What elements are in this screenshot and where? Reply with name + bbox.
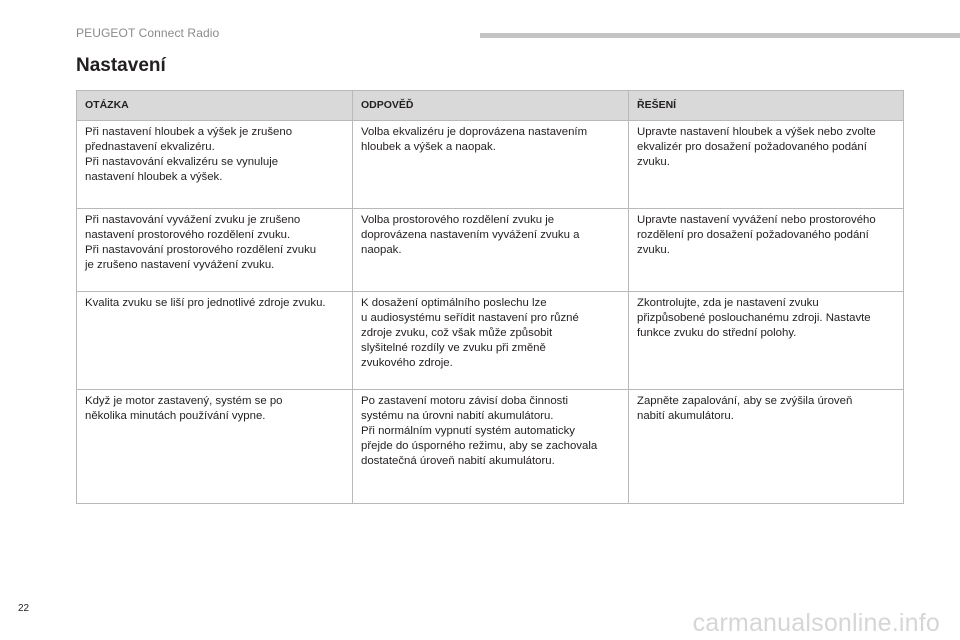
solution-cell: Zkontrolujte, zda je nastavení zvuku přizpůsobené poslouchanému zdroji. Nastavte funkce zvuku do střední polohy.: [629, 292, 904, 390]
table-row: [77, 292, 904, 390]
table-row: [77, 390, 904, 504]
faq-table: [76, 90, 904, 504]
answer-cell: Volba ekvalizéru je doprovázena nastavením hloubek a výšek a naopak.: [353, 121, 629, 209]
watermark-text: carmanualsonline.info: [692, 609, 940, 637]
column-header-question: OTÁZKA: [77, 91, 353, 121]
solution-cell: Zapněte zapalování, aby se zvýšila úroveň nabití akumulátoru.: [629, 390, 904, 504]
page-number: 22: [18, 603, 30, 614]
solution-cell: Upravte nastavení hloubek a výšek nebo zvolte ekvalizér pro dosažení požadovaného podání zvuku.: [629, 121, 904, 209]
header-rule: [480, 33, 960, 38]
answer-cell: Volba prostorového rozdělení zvuku je doprovázena nastavením vyvážení zvuku a naopak.: [353, 209, 629, 292]
question-cell: Při nastavování vyvážení zvuku je zrušeno nastavení prostorového rozdělení zvuku. Při nastavování prostorového rozdělení zvuku je zrušeno nastavení vyvážení zvuku.: [77, 209, 353, 292]
answer-cell: Po zastavení motoru závisí doba činnosti systému na úrovni nabití akumulátoru. Při normálním vypnutí systém automaticky přejde do úsporného režimu, aby se zachovala dostatečná úroveň nabití akumulátoru.: [353, 390, 629, 504]
table-row: [77, 209, 904, 292]
answer-cell: K dosažení optimálního poslechu lze u audiosystému seřídit nastavení pro různé zdroje zvuku, což však může způsobit slyšitelné rozdíly ve zvuku při změně zvukového zdroje.: [353, 292, 629, 390]
question-cell: Kvalita zvuku se liší pro jednotlivé zdroje zvuku.: [77, 292, 353, 390]
question-cell: Při nastavení hloubek a výšek je zrušeno přednastavení ekvalizéru. Při nastavování ekvalizéru se vynuluje nastavení hloubek a výšek.: [77, 121, 353, 209]
page-title: Nastavení: [76, 55, 166, 76]
running-header: PEUGEOT Connect Radio: [76, 26, 220, 40]
column-header-answer: ODPOVĚĎ: [353, 91, 629, 121]
question-cell: Když je motor zastavený, systém se po několika minutách používání vypne.: [77, 390, 353, 504]
solution-cell: Upravte nastavení vyvážení nebo prostorového rozdělení pro dosažení požadovaného podání zvuku.: [629, 209, 904, 292]
column-header-solution: ŘEŠENÍ: [629, 91, 904, 121]
table-row: [77, 121, 904, 209]
table-header-row: [77, 91, 904, 121]
